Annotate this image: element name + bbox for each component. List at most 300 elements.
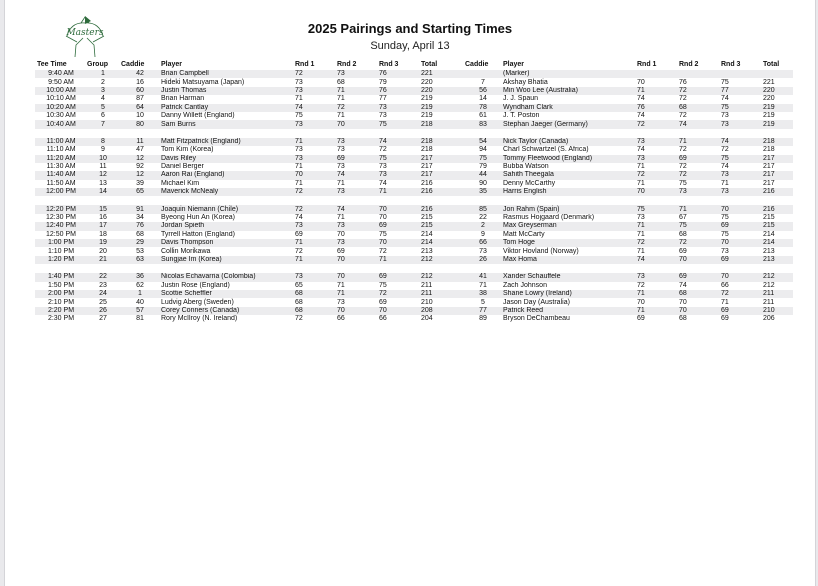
rnd1-2-cell: 71 bbox=[637, 179, 645, 187]
caddie-2-cell bbox=[463, 70, 501, 78]
rnd3-cell: 77 bbox=[379, 95, 387, 103]
total-cell: 220 bbox=[419, 87, 463, 95]
col-header-group: Group bbox=[87, 61, 108, 68]
caddie-cell: 76 bbox=[119, 222, 159, 230]
table-row bbox=[35, 256, 793, 264]
rnd2-cell: 72 bbox=[335, 104, 377, 112]
total-cell: 221 bbox=[419, 70, 463, 78]
rnd3-cell: 73 bbox=[377, 104, 419, 112]
rnd2-cell: 70 bbox=[335, 273, 377, 281]
rnd3-2-cell: 72 bbox=[719, 290, 761, 298]
player-2-cell: Rasmus Hojgaard (Denmark) bbox=[503, 214, 595, 222]
player-cell: Justin Rose (England) bbox=[161, 281, 230, 289]
caddie-cell: 16 bbox=[136, 78, 144, 86]
tee-time-cell: 1:20 PM bbox=[35, 256, 85, 264]
rnd2-2-cell: 74 bbox=[679, 281, 687, 289]
caddie-cell: 34 bbox=[136, 214, 144, 222]
table-row bbox=[35, 188, 793, 196]
group-cell: 5 bbox=[85, 104, 119, 112]
tee-time-cell: 10:20 AM bbox=[35, 104, 85, 112]
total-cell: 215 bbox=[421, 214, 433, 222]
rnd3-cell: 69 bbox=[377, 222, 419, 230]
rnd3-2-cell: 75 bbox=[721, 230, 729, 238]
total-cell: 219 bbox=[421, 95, 433, 103]
group-cell: 6 bbox=[101, 112, 105, 120]
caddie-2-cell: 75 bbox=[463, 155, 501, 163]
table-row bbox=[35, 290, 793, 298]
rnd1-cell: 73 bbox=[293, 222, 335, 230]
rnd1-2-cell: 74 bbox=[635, 256, 677, 264]
rnd2-cell: 71 bbox=[337, 179, 345, 187]
total-2-cell: 217 bbox=[761, 171, 793, 179]
rnd2-2-cell: 72 bbox=[677, 171, 719, 179]
rnd3-2-cell: 70 bbox=[719, 205, 761, 213]
group-cell: 14 bbox=[85, 188, 119, 196]
rnd2-cell: 71 bbox=[335, 87, 377, 95]
group-cell: 7 bbox=[85, 120, 119, 128]
caddie-2-cell: 26 bbox=[463, 256, 501, 264]
rnd3-2-cell: 75 bbox=[721, 78, 729, 86]
rnd2-2-cell: 68 bbox=[677, 290, 719, 298]
rnd2-cell: 73 bbox=[335, 239, 377, 247]
group-cell: 17 bbox=[85, 222, 119, 230]
rnd3-cell: 74 bbox=[377, 138, 419, 146]
rnd2-cell: 66 bbox=[337, 315, 345, 323]
player-cell: Davis Riley bbox=[159, 155, 293, 163]
caddie-cell: 53 bbox=[136, 247, 144, 255]
rnd1-2-cell bbox=[635, 70, 677, 78]
caddie-2-cell: 71 bbox=[479, 281, 487, 289]
rnd1-cell: 73 bbox=[293, 273, 335, 281]
col-header-caddie-2: Caddie bbox=[465, 61, 489, 68]
total-cell: 210 bbox=[421, 298, 433, 306]
total-cell: 211 bbox=[419, 290, 463, 298]
caddie-2-cell: 56 bbox=[463, 87, 501, 95]
rnd2-cell: 69 bbox=[335, 155, 377, 163]
table-row bbox=[35, 70, 793, 78]
table-row bbox=[35, 247, 793, 255]
total-2-cell: 218 bbox=[763, 146, 775, 154]
rnd3-cell: 73 bbox=[379, 112, 387, 120]
rnd2-cell: 69 bbox=[337, 247, 345, 255]
rnd1-2-cell: 74 bbox=[637, 112, 645, 120]
tee-time-cell: 12:50 PM bbox=[46, 230, 76, 238]
table-row bbox=[35, 298, 793, 306]
caddie-cell: 57 bbox=[119, 307, 159, 315]
svg-text:Masters: Masters bbox=[66, 28, 104, 38]
group-cell: 8 bbox=[85, 138, 119, 146]
player-cell: Sam Burns bbox=[159, 120, 293, 128]
group-cell: 11 bbox=[99, 163, 107, 171]
rnd1-cell: 71 bbox=[293, 239, 335, 247]
player-2-cell: Denny McCarthy bbox=[503, 179, 556, 187]
player-2-cell: Matt McCarty bbox=[503, 230, 545, 238]
table-row bbox=[35, 307, 793, 315]
caddie-2-cell: 89 bbox=[479, 315, 487, 323]
total-cell: 212 bbox=[419, 256, 463, 264]
rnd2-cell: 68 bbox=[337, 78, 345, 86]
player-2-cell: Bryson DeChambeau bbox=[503, 315, 570, 323]
total-cell: 218 bbox=[419, 120, 463, 128]
caddie-2-cell: 90 bbox=[479, 179, 487, 187]
total-2-cell: 214 bbox=[761, 239, 793, 247]
rnd3-2-cell: 74 bbox=[719, 138, 761, 146]
table-row bbox=[35, 214, 793, 222]
rnd2-cell: 70 bbox=[335, 307, 377, 315]
total-2-cell: 206 bbox=[763, 315, 775, 323]
rnd2-2-cell: 76 bbox=[679, 78, 687, 86]
caddie-2-cell: 5 bbox=[481, 298, 485, 306]
caddie-cell: 47 bbox=[136, 146, 144, 154]
total-2-cell: 219 bbox=[761, 120, 793, 128]
rnd2-cell: 71 bbox=[337, 214, 345, 222]
rnd3-cell: 66 bbox=[379, 315, 387, 323]
total-cell: 218 bbox=[419, 138, 463, 146]
caddie-2-cell: 94 bbox=[479, 146, 487, 154]
col-header-total: Total bbox=[421, 61, 438, 68]
total-cell: 212 bbox=[419, 273, 463, 281]
caddie-cell: 63 bbox=[119, 256, 159, 264]
group-cell: 15 bbox=[85, 205, 119, 213]
rnd2-2-cell: 69 bbox=[677, 273, 719, 281]
rnd3-2-cell: 66 bbox=[721, 281, 729, 289]
player-2-cell: Sahith Theegala bbox=[501, 171, 635, 179]
tee-time-cell: 12:00 PM bbox=[35, 188, 85, 196]
rnd2-2-cell: 69 bbox=[679, 247, 687, 255]
table-header-row bbox=[35, 60, 793, 70]
caddie-2-cell: 79 bbox=[479, 163, 487, 171]
rnd2-2-cell: 73 bbox=[677, 188, 719, 196]
rnd2-cell: 70 bbox=[335, 120, 377, 128]
rnd1-2-cell: 70 bbox=[637, 78, 645, 86]
player-2-cell: Min Woo Lee (Australia) bbox=[501, 87, 635, 95]
tee-time-cell: 1:00 PM bbox=[35, 239, 85, 247]
rnd1-cell: 74 bbox=[295, 214, 303, 222]
player-cell: Ludvig Aberg (Sweden) bbox=[161, 298, 234, 306]
rnd3-2-cell bbox=[719, 70, 761, 78]
player-cell: Danny Willett (England) bbox=[161, 112, 235, 120]
table-row bbox=[35, 222, 793, 230]
rnd1-cell: 72 bbox=[295, 247, 303, 255]
group-cell: 25 bbox=[99, 298, 107, 306]
player-2-cell: Zach Johnson bbox=[503, 281, 547, 289]
player-2-cell: J. T. Poston bbox=[503, 112, 540, 120]
rnd2-2-cell: 72 bbox=[677, 87, 719, 95]
rnd2-cell: 73 bbox=[337, 163, 345, 171]
rnd3-cell: 70 bbox=[377, 239, 419, 247]
player-cell: Sungjae Im (Korea) bbox=[159, 256, 293, 264]
total-cell: 220 bbox=[421, 78, 433, 86]
rnd2-2-cell: 68 bbox=[679, 230, 687, 238]
rnd2-2-cell: 67 bbox=[679, 214, 687, 222]
total-cell: 219 bbox=[421, 112, 433, 120]
table-row bbox=[35, 138, 793, 146]
col-header-rnd1: Rnd 1 bbox=[295, 61, 315, 68]
caddie-cell: 29 bbox=[119, 239, 159, 247]
player-cell: Hideki Matsuyama (Japan) bbox=[161, 78, 245, 86]
rnd1-cell: 71 bbox=[295, 95, 303, 103]
rnd1-2-cell: 71 bbox=[635, 222, 677, 230]
player-2-cell: Patrick Reed bbox=[501, 307, 635, 315]
rnd2-2-cell: 72 bbox=[679, 146, 687, 154]
player-2-cell: Tommy Fleetwood (England) bbox=[501, 155, 635, 163]
pairings-body bbox=[35, 70, 793, 324]
rnd1-2-cell: 69 bbox=[637, 315, 645, 323]
total-cell: 217 bbox=[421, 163, 433, 171]
total-2-cell: 216 bbox=[761, 205, 793, 213]
rnd3-cell: 75 bbox=[379, 230, 387, 238]
player-2-cell: (Marker) bbox=[501, 70, 635, 78]
caddie-cell: 42 bbox=[119, 70, 159, 78]
rnd3-2-cell: 69 bbox=[721, 315, 729, 323]
tee-time-cell: 10:10 AM bbox=[46, 95, 76, 103]
rnd1-cell: 69 bbox=[295, 230, 303, 238]
rnd2-2-cell: 68 bbox=[677, 104, 719, 112]
rnd2-cell: 73 bbox=[335, 70, 377, 78]
rnd3-2-cell: 73 bbox=[721, 247, 729, 255]
total-2-cell: 214 bbox=[763, 230, 775, 238]
rnd1-cell: 73 bbox=[293, 155, 335, 163]
player-2-cell: Jon Rahm (Spain) bbox=[501, 205, 635, 213]
spacer-cell bbox=[35, 129, 793, 138]
total-cell: 217 bbox=[419, 155, 463, 163]
table-row bbox=[35, 104, 793, 112]
rnd2-2-cell: 68 bbox=[679, 315, 687, 323]
rnd1-cell: 68 bbox=[293, 307, 335, 315]
player-2-cell: Viktor Hovland (Norway) bbox=[503, 247, 579, 255]
total-cell: 217 bbox=[419, 171, 463, 179]
rnd1-cell: 72 bbox=[293, 205, 335, 213]
table-row bbox=[35, 273, 793, 281]
rnd3-2-cell: 74 bbox=[721, 95, 729, 103]
rnd1-2-cell: 76 bbox=[635, 104, 677, 112]
player-2-cell: Jason Day (Australia) bbox=[503, 298, 570, 306]
rnd1-cell: 75 bbox=[295, 112, 303, 120]
rnd1-2-cell: 71 bbox=[635, 307, 677, 315]
caddie-cell: 39 bbox=[136, 179, 144, 187]
tee-time-cell: 11:40 AM bbox=[35, 171, 85, 179]
rnd1-2-cell: 70 bbox=[637, 298, 645, 306]
total-2-cell: 219 bbox=[763, 112, 775, 120]
rnd3-cell: 75 bbox=[377, 120, 419, 128]
total-2-cell: 210 bbox=[761, 307, 793, 315]
caddie-2-cell: 66 bbox=[463, 239, 501, 247]
rnd3-cell: 69 bbox=[377, 273, 419, 281]
group-cell: 22 bbox=[85, 273, 119, 281]
rnd3-cell: 76 bbox=[377, 70, 419, 78]
group-cell: 19 bbox=[85, 239, 119, 247]
rnd1-2-cell: 71 bbox=[635, 290, 677, 298]
total-cell: 213 bbox=[421, 247, 433, 255]
rnd1-2-cell: 70 bbox=[635, 188, 677, 196]
rnd3-2-cell: 77 bbox=[719, 87, 761, 95]
player-cell: Aaron Rai (England) bbox=[159, 171, 293, 179]
rnd3-2-cell: 69 bbox=[719, 222, 761, 230]
caddie-cell: 62 bbox=[136, 281, 144, 289]
rnd2-2-cell: 69 bbox=[677, 155, 719, 163]
rnd1-2-cell: 72 bbox=[635, 171, 677, 179]
caddie-cell: 68 bbox=[136, 230, 144, 238]
table-row bbox=[35, 171, 793, 179]
total-2-cell: 220 bbox=[761, 87, 793, 95]
group-cell: 24 bbox=[85, 290, 119, 298]
rnd1-cell: 68 bbox=[293, 290, 335, 298]
total-cell: 218 bbox=[421, 146, 433, 154]
rnd2-cell: 73 bbox=[337, 298, 345, 306]
rnd2-cell: 70 bbox=[335, 256, 377, 264]
group-cell: 20 bbox=[99, 247, 107, 255]
rnd1-cell: 72 bbox=[293, 188, 335, 196]
group-spacer bbox=[35, 264, 793, 273]
rnd2-cell: 71 bbox=[335, 290, 377, 298]
table-row bbox=[35, 282, 793, 290]
caddie-2-cell: 85 bbox=[463, 205, 501, 213]
player-cell: Rory McIlroy (N. Ireland) bbox=[161, 315, 238, 323]
rnd2-cell: 73 bbox=[335, 138, 377, 146]
caddie-cell: 92 bbox=[136, 163, 144, 171]
total-cell: 216 bbox=[421, 179, 433, 187]
player-cell: Tom Kim (Korea) bbox=[161, 146, 214, 154]
table-row bbox=[35, 163, 793, 171]
player-cell: Byeong Hun An (Korea) bbox=[161, 214, 235, 222]
table-row bbox=[35, 315, 793, 323]
col-header-rnd3: Rnd 3 bbox=[379, 61, 399, 68]
tee-time-cell: 11:10 AM bbox=[46, 146, 76, 154]
rnd1-2-cell: 73 bbox=[635, 155, 677, 163]
rnd3-cell: 72 bbox=[379, 146, 387, 154]
tee-time-cell: 12:30 PM bbox=[46, 214, 76, 222]
player-2-cell: Max Homa bbox=[501, 256, 635, 264]
caddie-cell: 87 bbox=[136, 95, 144, 103]
rnd2-2-cell: 72 bbox=[677, 239, 719, 247]
group-cell: 16 bbox=[99, 214, 107, 222]
rnd1-cell: 74 bbox=[293, 104, 335, 112]
rnd2-2-cell: 70 bbox=[679, 298, 687, 306]
player-cell: Joaquin Niemann (Chile) bbox=[159, 205, 293, 213]
player-2-cell: Akshay Bhatia bbox=[503, 78, 548, 86]
tee-time-cell: 9:50 AM bbox=[48, 78, 74, 86]
player-cell: Brian Harman bbox=[161, 95, 205, 103]
tee-time-cell: 11:30 AM bbox=[46, 163, 76, 171]
group-cell: 18 bbox=[99, 230, 107, 238]
col-header-total-2: Total bbox=[763, 61, 780, 68]
tee-time-cell: 1:10 PM bbox=[47, 247, 75, 255]
rnd2-cell: 73 bbox=[335, 188, 377, 196]
rnd1-cell: 71 bbox=[295, 163, 303, 171]
total-cell: 208 bbox=[419, 307, 463, 315]
caddie-cell: 91 bbox=[119, 205, 159, 213]
total-cell: 215 bbox=[419, 222, 463, 230]
rnd2-cell: 74 bbox=[335, 205, 377, 213]
rnd1-2-cell: 74 bbox=[637, 146, 645, 154]
total-2-cell: 213 bbox=[763, 247, 775, 255]
total-2-cell: 215 bbox=[761, 222, 793, 230]
rnd3-2-cell: 71 bbox=[721, 298, 729, 306]
group-cell: 2 bbox=[101, 78, 105, 86]
group-cell: 9 bbox=[101, 146, 105, 154]
caddie-2-cell: 77 bbox=[463, 307, 501, 315]
player-2-cell: J. J. Spaun bbox=[503, 95, 539, 103]
document-title: 2025 Pairings and Starting Times bbox=[307, 21, 513, 36]
table-row bbox=[35, 155, 793, 163]
player-2-cell: Harris English bbox=[501, 188, 635, 196]
caddie-cell: 81 bbox=[136, 315, 144, 323]
total-2-cell: 216 bbox=[761, 188, 793, 196]
rnd3-cell: 73 bbox=[377, 171, 419, 179]
rnd3-cell: 74 bbox=[379, 179, 387, 187]
tee-time-cell: 10:40 AM bbox=[35, 120, 85, 128]
rnd1-cell: 68 bbox=[295, 298, 303, 306]
caddie-2-cell: 61 bbox=[479, 112, 487, 120]
rnd2-cell: 74 bbox=[335, 171, 377, 179]
caddie-cell: 11 bbox=[119, 138, 159, 146]
table-row bbox=[35, 180, 793, 188]
rnd2-2-cell: 75 bbox=[679, 179, 687, 187]
rnd2-cell: 70 bbox=[337, 230, 345, 238]
total-2-cell: 212 bbox=[761, 273, 793, 281]
player-cell: Patrick Cantlay bbox=[159, 104, 293, 112]
rnd1-cell: 73 bbox=[293, 120, 335, 128]
caddie-cell: 12 bbox=[119, 171, 159, 179]
rnd2-cell: 71 bbox=[337, 281, 345, 289]
player-cell: Jordan Spieth bbox=[159, 222, 293, 230]
total-2-cell: 219 bbox=[761, 104, 793, 112]
caddie-cell: 12 bbox=[119, 155, 159, 163]
rnd3-2-cell: 72 bbox=[721, 146, 729, 154]
caddie-2-cell: 2 bbox=[463, 222, 501, 230]
tee-time-cell: 9:40 AM bbox=[35, 70, 85, 78]
tee-time-cell: 11:50 AM bbox=[46, 179, 76, 187]
rnd3-2-cell: 75 bbox=[721, 214, 729, 222]
rnd3-cell: 70 bbox=[379, 214, 387, 222]
tee-time-cell: 2:30 PM bbox=[47, 315, 75, 323]
group-cell: 21 bbox=[85, 256, 119, 264]
col-header-tee-time: Tee Time bbox=[37, 61, 67, 68]
col-header-player-2: Player bbox=[503, 61, 525, 68]
rnd3-cell: 72 bbox=[377, 290, 419, 298]
total-cell: 214 bbox=[419, 239, 463, 247]
player-2-cell: Wyndham Clark bbox=[501, 104, 635, 112]
player-cell: Collin Morikawa bbox=[161, 247, 211, 255]
tee-time-cell: 11:20 AM bbox=[35, 155, 85, 163]
caddie-cell: 64 bbox=[119, 104, 159, 112]
rnd2-cell: 71 bbox=[337, 95, 345, 103]
rnd2-2-cell: 70 bbox=[677, 256, 719, 264]
caddie-cell: 40 bbox=[136, 298, 144, 306]
caddie-cell: 60 bbox=[119, 87, 159, 95]
rnd1-cell: 73 bbox=[293, 87, 335, 95]
group-cell: 4 bbox=[101, 95, 105, 103]
player-2-cell: Nick Taylor (Canada) bbox=[501, 138, 635, 146]
rnd3-cell: 70 bbox=[377, 205, 419, 213]
total-cell: 216 bbox=[419, 205, 463, 213]
rnd3-2-cell: 75 bbox=[719, 104, 761, 112]
total-2-cell: 212 bbox=[763, 281, 775, 289]
spacer-cell bbox=[35, 264, 793, 273]
rnd1-cell: 70 bbox=[293, 171, 335, 179]
table-row bbox=[35, 95, 793, 103]
rnd1-2-cell: 72 bbox=[637, 281, 645, 289]
player-cell: Nicolas Echavarria (Colombia) bbox=[159, 273, 293, 281]
player-cell: Corey Conners (Canada) bbox=[159, 307, 293, 315]
table-row bbox=[35, 78, 793, 86]
caddie-cell: 65 bbox=[119, 188, 159, 196]
rnd3-cell: 73 bbox=[379, 163, 387, 171]
document-page bbox=[4, 0, 816, 586]
rnd1-2-cell: 71 bbox=[635, 87, 677, 95]
rnd2-2-cell: 72 bbox=[679, 95, 687, 103]
rnd1-cell: 73 bbox=[295, 78, 303, 86]
